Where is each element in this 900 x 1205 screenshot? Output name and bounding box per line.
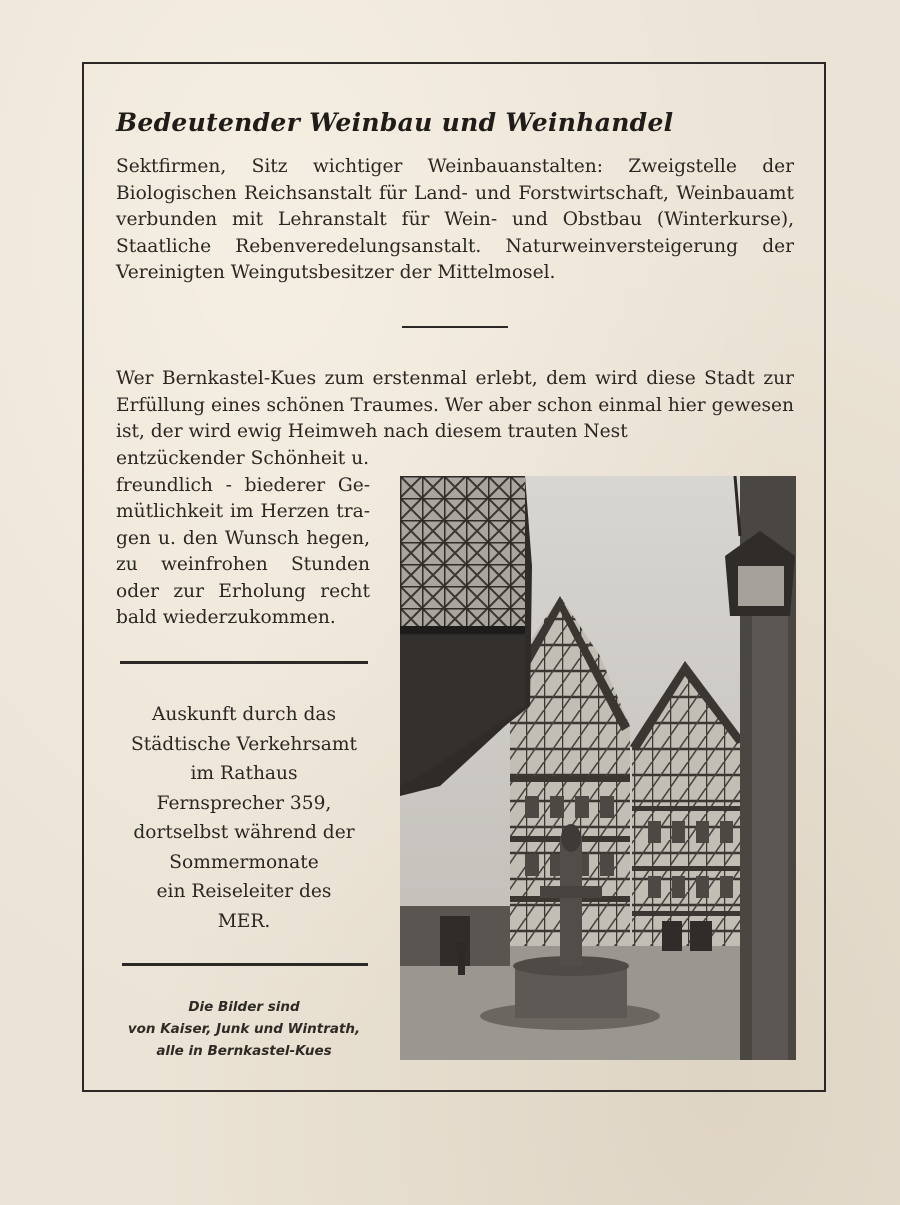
paragraph-line: gen u. den Wunsch hegen, [116,527,370,549]
credit-line: von Kaiser, Junk und Wintrath, [127,1021,361,1037]
section-divider [402,326,508,328]
paragraph-line: bald wiederzukommen. [116,607,336,628]
section-divider [120,661,368,664]
visitor-paragraph-top: Wer Bernkastel-Kues zum erstenmal erlebt, dem wird diese Stadt zur Erfüllung eines schönen Traumes. Wer aber schon einmal hier gewesen ist, der wird ewig Heimweh nach diesem trauten Nest [116,368,794,442]
info-line: Auskunft durch das [151,704,337,725]
paragraph-line: freundlich - biederer Ge- [116,474,370,496]
marketplace-photo [400,476,796,1060]
visitor-paragraph-continued [116,446,370,632]
credit-line: Die Bilder sind [188,999,300,1015]
paragraph-line: zu weinfrohen Stunden [116,554,370,575]
wine-paragraph: Sektfirmen, Sitz wichtiger Weinbauanstalten: Zweigstelle der Biologischen Reichsanstalt für Land- und Forstwirtschaft, Weinbauamt verbunden mit Lehranstalt für Wein- und Obstbau (Winterkurse), Staatliche Rebenveredelungsanstalt. Naturweinversteigerung der Vereinigten Weingutsbesitzer der Mittelmosel. [116,156,794,283]
photo-credit [116,996,372,1062]
info-line: Städtische Verkehrsamt [131,733,357,755]
credit-line: alle in Bernkastel-Kues [156,1043,332,1059]
info-line: MER. [217,910,271,932]
section-divider [122,963,368,966]
info-line: dortselbst während der [133,822,355,843]
info-line: ein Reiseleiter des [156,881,332,902]
info-line: im Rathaus [190,763,298,784]
tourist-info-block [118,700,370,936]
page-heading: Bedeutender Weinbau und Weinhandel [116,108,674,137]
info-line: Fernsprecher 359, [156,792,332,814]
info-line: Sommermonate [169,851,319,873]
paragraph-line: entzückender Schönheit u. [116,448,370,469]
paragraph-line: oder zur Erholung recht [116,580,370,602]
paragraph-line: mütlichkeit im Herzen tra- [116,501,370,522]
